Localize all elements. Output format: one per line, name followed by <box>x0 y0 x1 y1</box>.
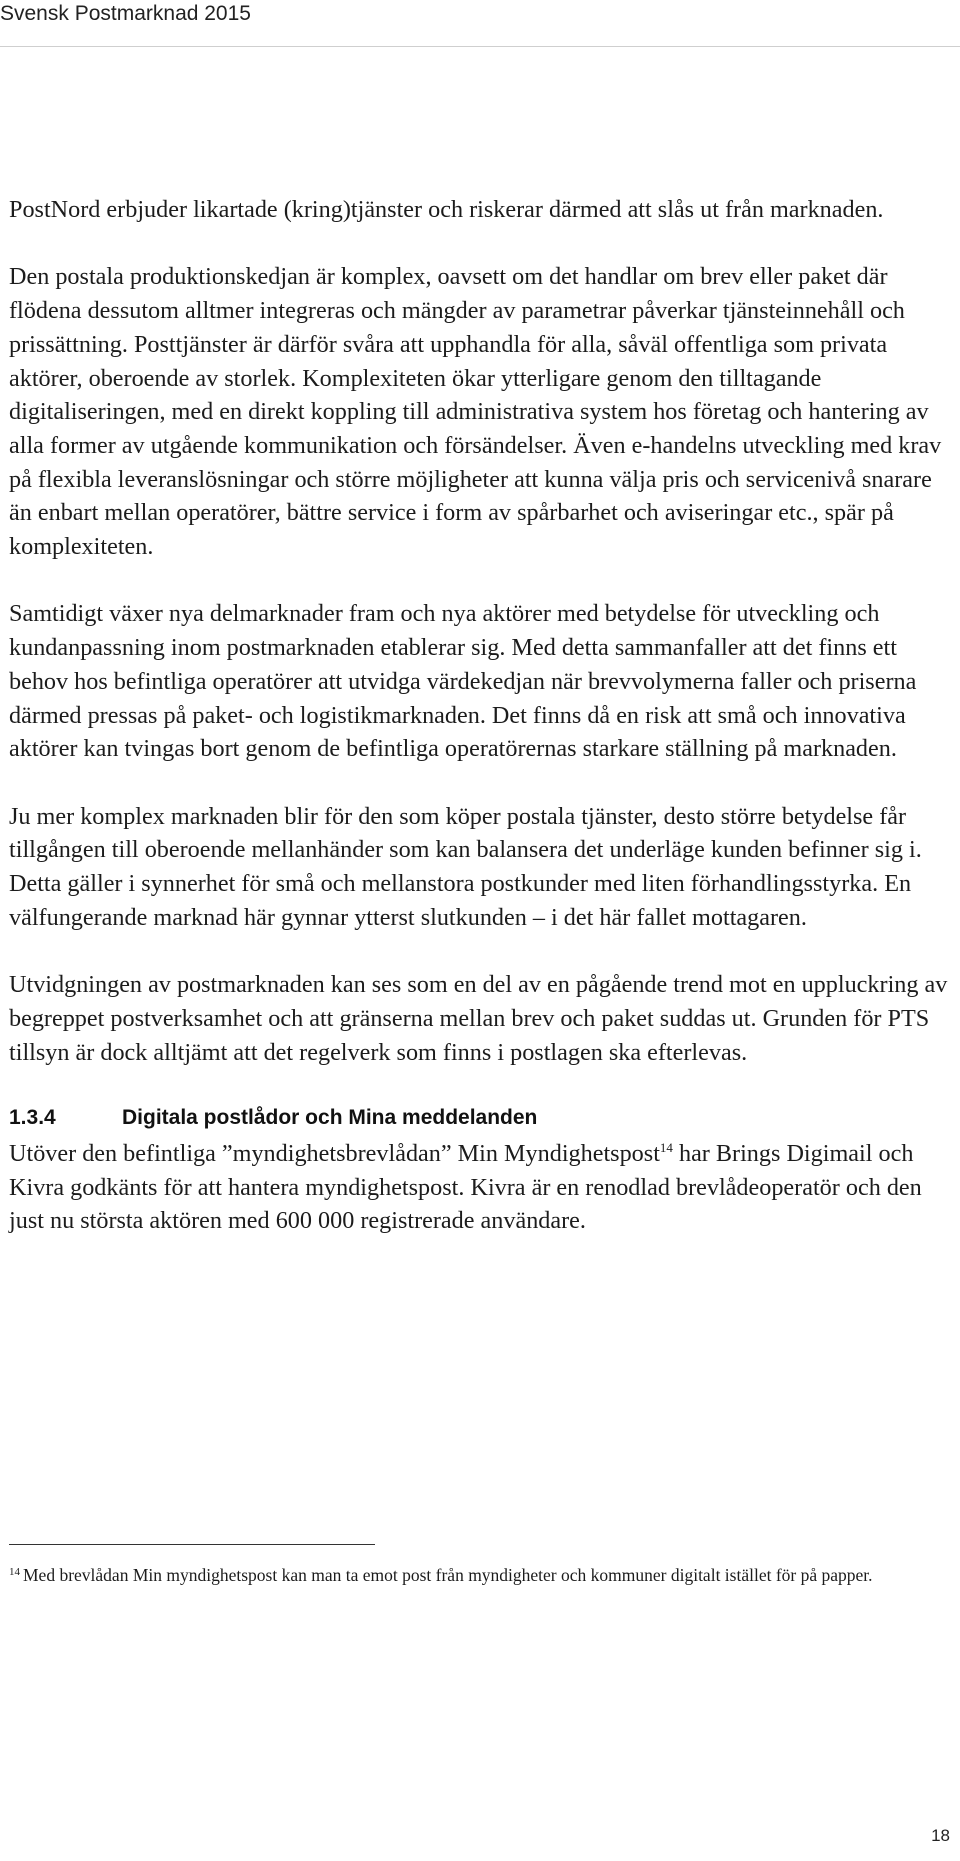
paragraph-5: Utvidgningen av postmarknaden kan ses som en del av en pågående trend mot en uppluckring av begreppet postverksamhet och att gränserna mellan brev och paket suddas ut. Grunden för PTS tillsyn är dock alltjämt att det regelverk som finns i postlagen ska efterlevas. <box>9 971 948 1066</box>
section-heading <box>9 1103 953 1133</box>
footnote-divider <box>9 1544 375 1545</box>
section-paragraph <box>9 1137 953 1238</box>
page-number: 18 <box>931 1826 950 1845</box>
paragraph-1: PostNord erbjuder likartade (kring)tjänster och riskerar därmed att slås ut från marknaden. <box>9 196 884 223</box>
section-text-start: Utöver den befintliga ”myndighetsbrevlådan” Min Myndighetspost <box>9 1139 660 1167</box>
footnote-text: Med brevlådan Min myndighetspost kan man ta emot post från myndigheter och kommuner digitalt istället för på papper. <box>23 1565 873 1585</box>
paragraph-2: Den postala produktionskedjan är komplex, oavsett om det handlar om brev eller paket där flödena dessutom alltmer integreras och mängder av parametrar påverkar tjänsteinnehåll och prissättning. Posttjänster är därför svåra att upphandla för alla, såväl offentliga som privata aktörer, oberoende av storlek. Komplexiteten ökar ytterligare genom den tilltagande digitaliseringen, med en direkt koppling till administrativa system hos företag och hantering av alla former av utgående kommunikation och försändelser. Även e-handelns utveckling med krav på flexibla leveranslösningar och större möjligheter att kunna välja pris och servicenivå snarare än enbart mellan operatörer, bättre service i form av spårbarhet och aviseringar etc., spär på komplexiteten. <box>9 263 942 561</box>
footnote-reference[interactable]: 14 <box>659 1139 673 1155</box>
footnote <box>9 1562 949 1588</box>
running-header-title: Svensk Postmarknad 2015 <box>0 2 251 25</box>
section-text-end: har Brings Digimail och Kivra godkänts för att hantera myndighetspost. Kivra är en renodlad brevlådeoperatör och den just nu största aktören med 600 000 registrerade användare. <box>9 1139 922 1235</box>
section-title: Digitala postlådor och Mina meddelanden <box>122 1105 538 1129</box>
paragraph-3: Samtidigt växer nya delmarknader fram och nya aktörer med betydelse för utveckling och kundanpassning inom postmarknaden etablerar sig. Med detta sammanfaller att det finns ett behov hos befintliga operatörer att utvidga värdekedjan när brevvolymerna faller och priserna därmed pressas på paket- och logistikmarknaden. Det finns då en risk att små och innovativa aktörer kan tvingas bort genom de befintliga operatörernas starkare ställning på marknaden. <box>9 600 917 763</box>
section-number: 1.3.4 <box>9 1105 56 1129</box>
header-divider <box>0 46 960 47</box>
paragraph-4: Ju mer komplex marknaden blir för den som köper postala tjänster, desto större betydelse får tillgången till oberoende mellanhänder som kan balansera det underläge kunden befinner sig i. Detta gäller i synnerhet för små och mellanstora postkunder med liten förhandlingsstyrka. En välfungerande marknad här gynnar ytterst slutkunden – i det här fallet mottagaren. <box>9 802 922 931</box>
footnote-number: 14 <box>9 1566 20 1578</box>
body-text <box>9 193 953 1238</box>
